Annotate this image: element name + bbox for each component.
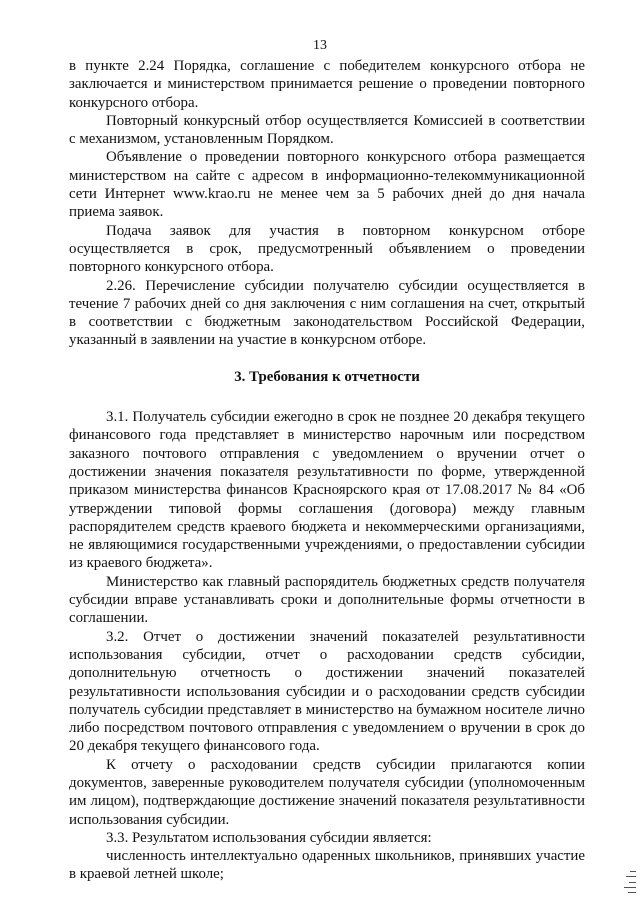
- paragraph-ministry-reporting-terms: Министерство как главный распорядитель бюджетных средств получателя субсидии вправе устанавливать сроки и дополнительные формы отчетности в соглашении.: [69, 573, 585, 627]
- page-number: 13: [313, 38, 327, 53]
- paragraph-3-3-subsidy-result: 3.3. Результатом использования субсидии является:: [106, 829, 432, 846]
- paragraph-2-26-subsidy-transfer: 2.26. Перечисление субсидии получателю субсидии осуществляется в течение 7 рабочих дней со дня заключения с ним соглашения на счет, открытый в соответствии с бюджетным законодательством Российской Федерации, указанный в заявлении на участие в конкурсном отборе.: [69, 277, 585, 349]
- paragraph-repeat-selection-decision: в пункте 2.24 Порядка, соглашение с победителем конкурсного отбора не заключается и министерством принимается решение о проведении повторного конкурсного отбора.: [69, 58, 585, 111]
- paragraph-result-indicator: численность интеллектуально одаренных школьников, принявших участие в краевой летней школе;: [69, 848, 585, 883]
- paragraph-repeat-selection-commission: Повторный конкурсный отбор осуществляется Комиссией в соответствии с механизмом, установленным Порядком.: [69, 112, 585, 148]
- section-heading-reporting-requirements: 3. Требования к отчетности: [234, 368, 420, 385]
- paragraph-application-submission: Подача заявок для участия в повторном конкурсном отборе осуществляется в срок, предусмотренный объявлением о проведении повторного конкурсного отбора.: [69, 222, 585, 276]
- scan-edge-mark: [622, 871, 636, 893]
- document-body: [69, 57, 585, 884]
- paragraph-3-2-reporting-submission: 3.2. Отчет о достижении значений показателей результативности использования субсидии, отчет о расходовании средств субсидии, дополнительную отчетность о достижении значений показателей результативности использования субсидии и о расходовании средств субсидии получатель субсидии представляет в министерство на бумажном носителе лично либо посредством почтового отправления с уведомлением о вручении в срок до 20 декабря текущего финансового года.: [69, 628, 585, 755]
- paragraph-3-1-annual-report: 3.1. Получатель субсидии ежегодно в срок не позднее 20 декабря текущего финансового года представляет в министерство нарочным или посредством заказного почтового отправления с уведомлением о вручении отчет о достижении значения показателя результативности по форме, утвержденной приказом министерства финансов Красноярского края от 17.08.2017 № 84 «Об утверждении типовой формы соглашения (договора) между главным распорядителем средств краевого бюджета и некоммерческими организациями, не являющимися государственными учреждениями, о предоставлении субсидии из краевого бюджета».: [69, 409, 585, 572]
- paragraph-report-attachments: К отчету о расходовании средств субсидии прилагаются копии документов, заверенные руководителем получателя субсидии (уполномоченным им лицом), подтверждающие достижение значений показателя результативности использования субсидии.: [69, 756, 585, 828]
- paragraph-repeat-selection-announcement: Объявление о проведении повторного конкурсного отбора размещается министерством на сайте с адресом в информационно-телекоммуникационной сети Интернет www.krao.ru не менее чем за 5 рабочих дней до дня начала приема заявок.: [69, 149, 585, 221]
